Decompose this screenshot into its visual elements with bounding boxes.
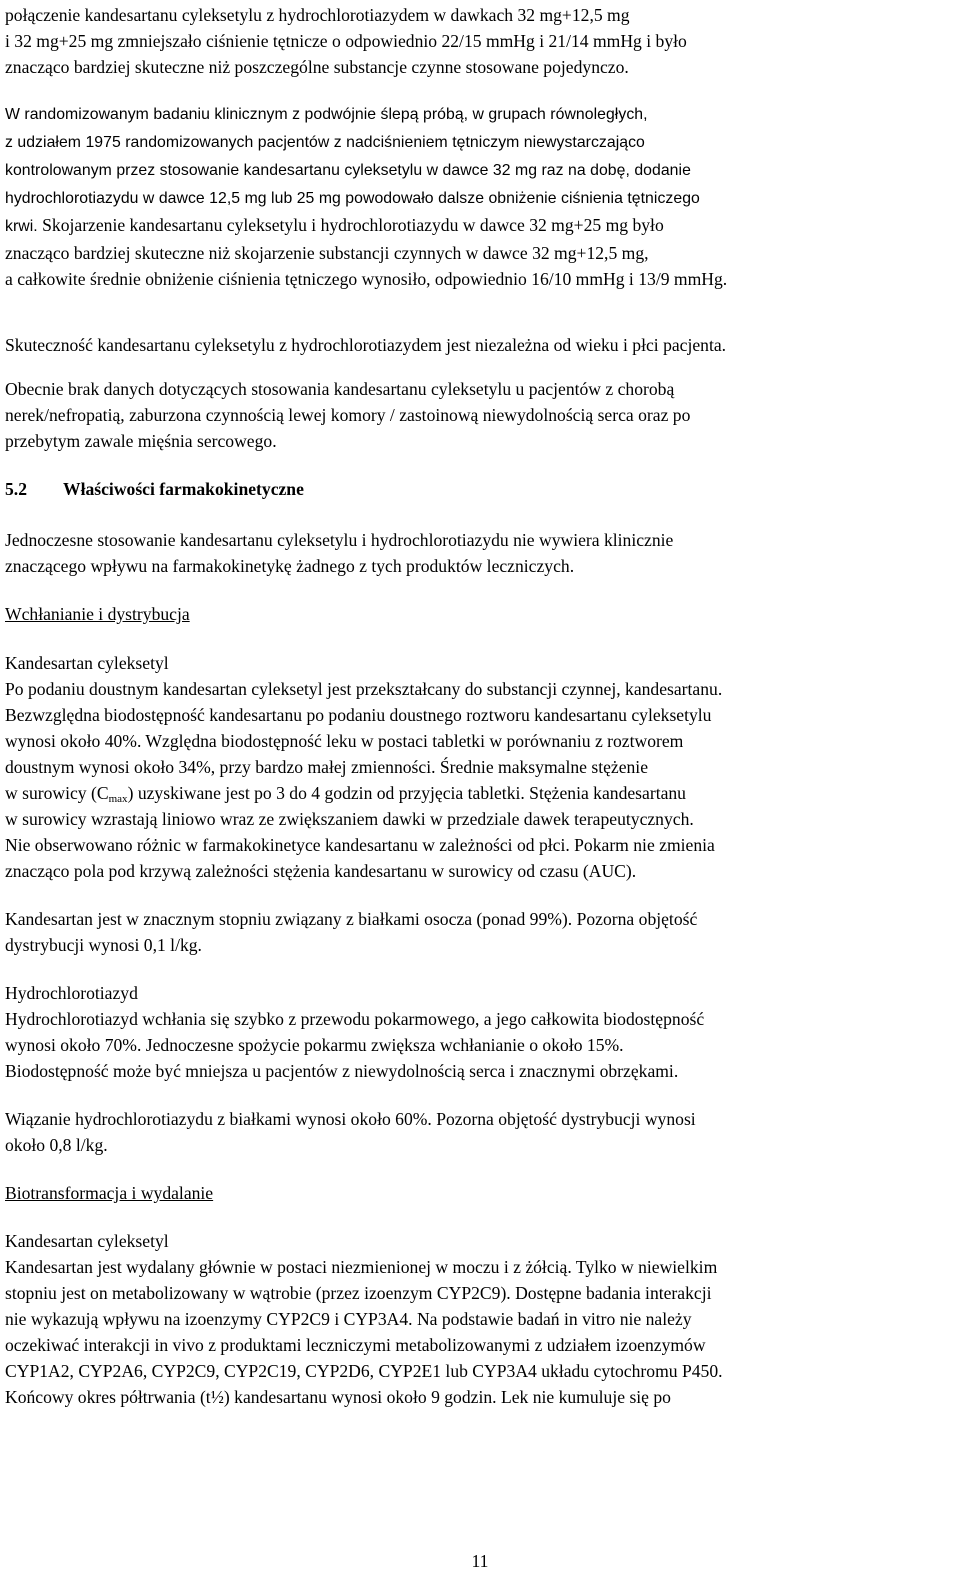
- candesartan-absorption-text-a: Po podaniu doustnym kandesartan cyleksetyl jest przekształcany do substancji czynnej, kandesartanu. Bezwzględna biodostępność kandesartanu po podaniu doustnego roztworu kandesartanu cyleksetylu wynosi około 40%. Względna biodostępność leku w postaci tabletki w porównaniu z roztworem doustnym wynosi około 34%, przy bardzo małej zmienności. Średnie maksymalne stężenie w surowicy (C: [5, 679, 723, 803]
- hydrochlorothiazide-absorption-text: Hydrochlorotiazyd wchłania się szybko z przewodu pokarmowego, a jego całkowita biodostępność wynosi około 70%. Jednoczesne spożycie pokarmu zwiększa wchłanianie o około 15%. Biodostępność może być mniejsza u pacjentów z niewydolnością serca i znacznymi obrzękami.: [5, 1009, 705, 1081]
- page-number: 11: [471, 1551, 489, 1571]
- hydrochlorothiazide-title-absorption: Hydrochlorotiazyd: [5, 983, 138, 1003]
- section-number: 5.2: [5, 479, 27, 499]
- candesartan-title-absorption: Kandesartan cyleksetyl: [5, 653, 169, 673]
- candesartan-biotransformation-text: Kandesartan jest wydalany głównie w postaci niezmienionej w moczu i z żółcią. Tylko w niewielkim stopniu jest on metabolizowany w wątrobie (przez izoenzym CYP2C9). Dostępne badania interakcji nie wykazują wpływu na izoenzymy CYP2C9 i CYP3A4. Na podstawie badań in vitro nie należy oczekiwać interakcji in vivo z produktami leczniczymi metabolizowanymi z udziałem izoenzymów CYP1A2, CYP2A6, CYP2C9, CYP2C19, CYP2D6, CYP2E1 lub CYP3A4 układu cytochromu P450. Końcowy okres półtrwania (t½) kandesartanu wynosi około 9 godzin. Lek nie kumuluje się po: [5, 1257, 723, 1407]
- candesartan-absorption-text: [5, 676, 953, 884]
- paragraph-age-gender: Skuteczność kandesartanu cyleksetylu z hydrochlorotiazydem jest niezależna od wieku i płci pacjenta.: [5, 335, 727, 355]
- paragraph-randomized-trial-sans: W randomizowanym badaniu klinicznym z podwójnie ślepą próbą, w grupach równoległych, z udziałem 1975 randomizowanych pacjentów z nadciśnieniem tętniczym niewystarczająco kontrolowanym przez stosowanie kandesartanu cyleksetylu w dawce 32 mg raz na dobę, dodanie hydrochlorotiazydu w dawce 12,5 mg lub 25 mg powodowało dalsze obniżenie ciśnienia tętniczego krwi.: [5, 106, 700, 235]
- section-title: Właściwości farmakokinetyczne: [63, 479, 304, 499]
- subheading-absorption: Wchłanianie i dystrybucja: [5, 604, 190, 624]
- document-page: [5, 0, 953, 1410]
- candesartan-absorption-text-b: ) uzyskiwane jest po 3 do 4 godzin od przyjęcia tabletki. Stężenia kandesartanu w surowicy wzrastają liniowo wraz ze zwiększaniem dawki w przedziale dawek terapeutycznych. Nie obserwowano różnic w farmakokinetyce kandesartanu w zależności od płci. Pokarm nie zmienia znacząco pola pod krzywą zależności stężenia kandesartanu w surowicy od czasu (AUC).: [5, 783, 715, 881]
- cmax-subscript: max: [108, 793, 128, 805]
- paragraph-randomized-trial-serif: Skojarzenie kandesartanu cyleksetylu i hydrochlorotiazydu w dawce 32 mg+25 mg było znacząco bardziej skuteczne niż skojarzenie substancji czynnych w dawce 32 mg+12,5 mg, a całkowite średnie obniżenie ciśnienia tętniczego wynosiło, odpowiednio 16/10 mmHg i 13/9 mmHg.: [5, 215, 728, 289]
- section-heading: [5, 476, 953, 502]
- subheading-biotransformation: Biotransformacja i wydalanie: [5, 1183, 214, 1203]
- paragraph-randomized-trial: [5, 100, 953, 292]
- candesartan-title-biotransformation: Kandesartan cyleksetyl: [5, 1231, 169, 1251]
- hydrochlorothiazide-protein-binding: Wiązanie hydrochlorotiazydu z białkami wynosi około 60%. Pozorna objętość dystrybucji wynosi około 0,8 l/kg.: [5, 1109, 696, 1155]
- paragraph-no-data: Obecnie brak danych dotyczących stosowania kandesartanu cyleksetylu u pacjentów z chorobą nerek/nefropatią, zaburzona czynnością lewej komory / zastoinową niewydolnością serca oraz po przebytym zawale mięśnia sercowego.: [5, 379, 691, 451]
- paragraph-combination-efficacy: połączenie kandesartanu cyleksetylu z hydrochlorotiazydem w dawkach 32 mg+12,5 mg i 32 mg+25 mg zmniejszało ciśnienie tętnicze o odpowiednio 22/15 mmHg i 21/14 mmHg i było znacząco bardziej skuteczne niż poszczególne substancje czynne stosowane pojedynczo.: [5, 5, 687, 77]
- candesartan-protein-binding: Kandesartan jest w znacznym stopniu związany z białkami osocza (ponad 99%). Pozorna objętość dystrybucji wynosi 0,1 l/kg.: [5, 909, 698, 955]
- paragraph-no-interaction: Jednoczesne stosowanie kandesartanu cyleksetylu i hydrochlorotiazydu nie wywiera klinicznie znaczącego wpływu na farmakokinetykę żadnego z tych produktów leczniczych.: [5, 530, 674, 576]
